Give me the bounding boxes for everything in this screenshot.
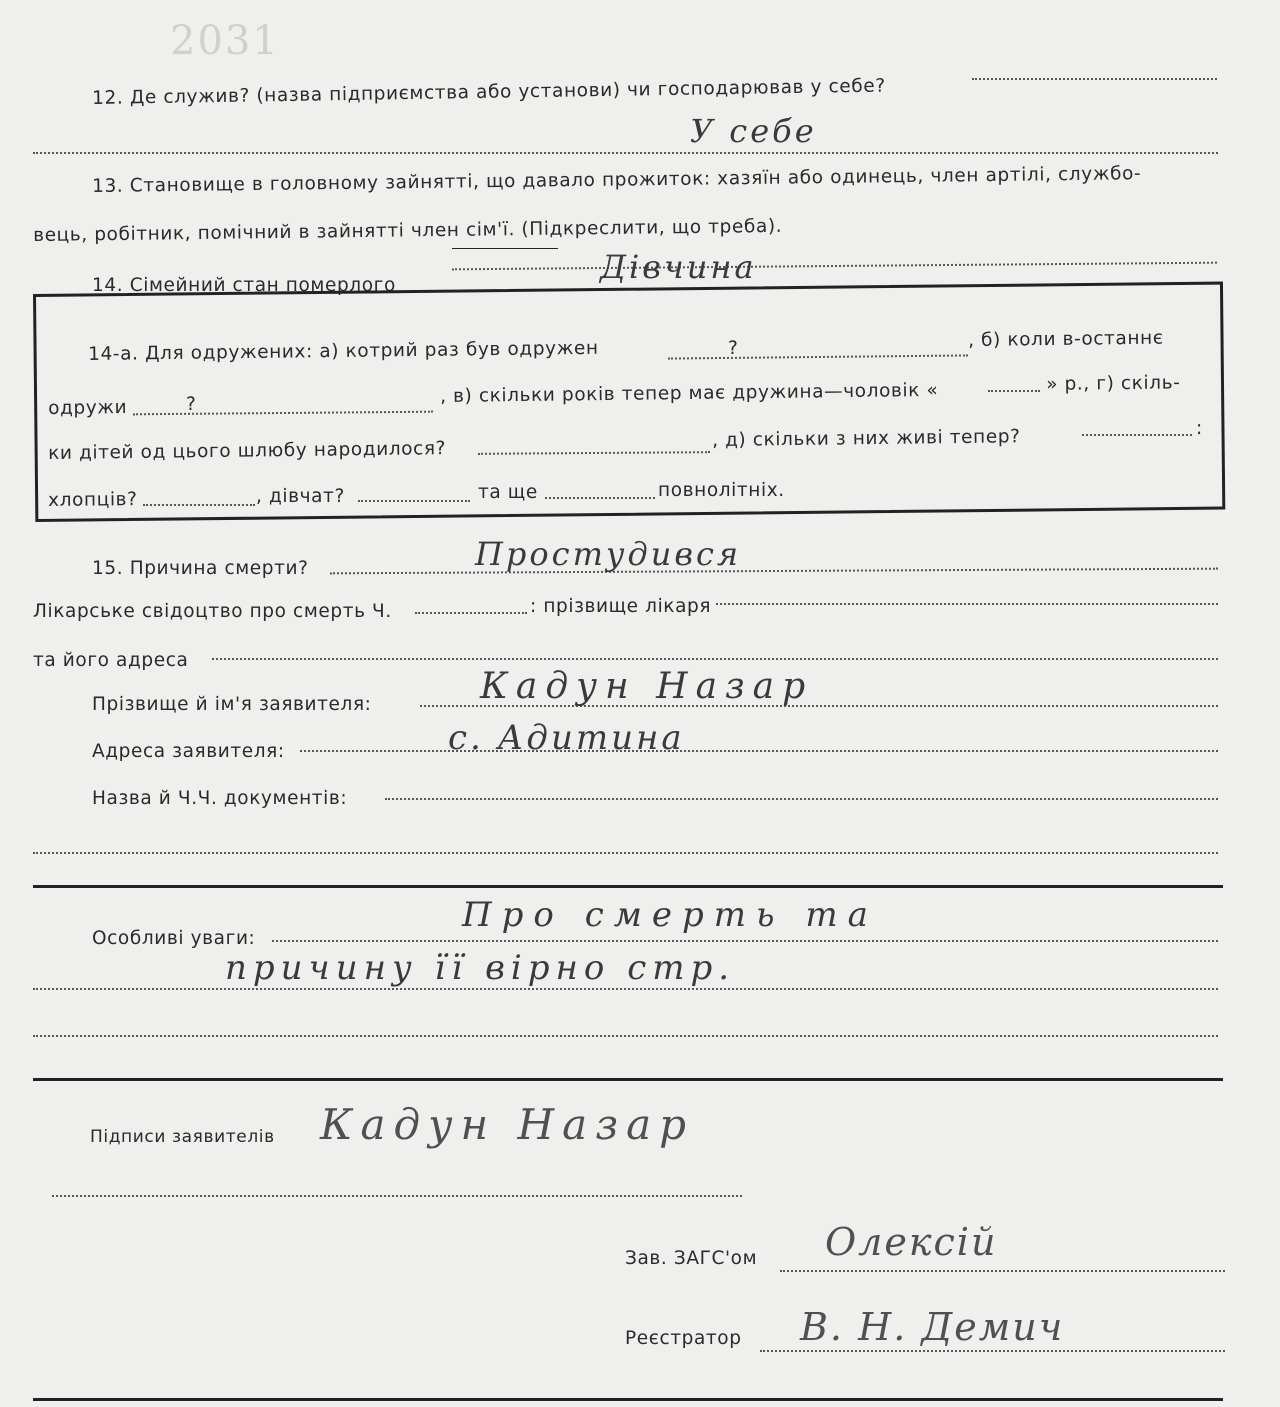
q13-line1: 13. Становище в головному зайнятті, що давало прожиток: хазяїн або одинець, член артілі, службо-: [92, 163, 1142, 197]
documents-line: [385, 798, 1218, 800]
q14a-spouse-age-field: [988, 390, 1040, 392]
registrar-line: [760, 1350, 1225, 1352]
q12-answer: У себе: [690, 112, 817, 150]
cert-number-field: [415, 612, 527, 614]
q14a-line1-b: , б) коли в-останнє: [968, 327, 1164, 351]
applicant-name-label: Прізвище й ім'я заявителя:: [92, 694, 372, 715]
q13-underline: [452, 248, 558, 249]
section-divider-1: [33, 885, 1223, 888]
q14a-line3-c: :: [1196, 418, 1203, 439]
applicant-signature: Кадун Назар: [320, 1100, 695, 1149]
q14-label: 14. Сімейний стан померлого: [92, 275, 396, 296]
applicant-name-value: Кадун Назар: [480, 666, 814, 707]
q15-label: 15. Причина смерти?: [92, 558, 309, 579]
q13-line2: вець, робітник, помічний в зайнятті член сім'ї. (Підкреслити, що треба).: [33, 215, 783, 246]
q14a-line4-a: хлопців?: [48, 489, 138, 511]
zags-line: [780, 1270, 1225, 1272]
notes-label: Особливі уваги:: [92, 928, 256, 949]
q14a-boys-field: [143, 504, 255, 506]
section-divider-bottom: [33, 1398, 1223, 1401]
q14a-line4-d: повнолітніх.: [658, 480, 785, 501]
doctor-address-field: [212, 658, 1218, 660]
q15-answer: Простудився: [475, 535, 742, 573]
doctor-address-label: та його адреса: [33, 650, 189, 671]
q14-line: [452, 262, 1217, 271]
doctor-label: : прізвище лікаря: [530, 596, 712, 617]
notes-line-1: [272, 940, 1218, 942]
q14a-line2-b: , в) скільки років тепер має дружина—чоловік «: [440, 379, 939, 407]
q14a-line1-q: ?: [728, 338, 739, 359]
registrar-signature: В. Н. Демич: [800, 1305, 1065, 1349]
q14a-line4-b: , дівчат?: [256, 486, 345, 507]
zags-label: Зав. ЗАГС'ом: [625, 1248, 758, 1269]
q14a-line3-b: , д) скільки з них живі тепер?: [712, 426, 1021, 451]
documents-label: Назва й Ч.Ч. документів:: [92, 788, 348, 809]
q15-line: [330, 568, 1218, 575]
doctor-name-field: [716, 603, 1218, 605]
cert-label: Лікарське свідоцтво про смерть Ч.: [33, 601, 392, 622]
q14a-line1-a: 14-а. Для одружених: а) котрий раз був одружен: [88, 337, 599, 365]
zags-signature: Олексій: [825, 1220, 998, 1264]
section-divider-2: [33, 1078, 1223, 1081]
documents-line-2: [33, 852, 1218, 854]
q14a-girls-field: [358, 500, 470, 502]
q14a-adults-field: [545, 497, 655, 499]
q14a-line2-c: » р., г) скіль-: [1046, 372, 1181, 395]
notes-value-line2: причину її вірно стр.: [225, 948, 736, 988]
applicant-address-label: Адреса заявителя:: [92, 741, 285, 762]
applicant-address-line: [300, 750, 1218, 752]
q14a-children-alive-field: [1082, 434, 1192, 436]
applicant-address-value: с. Адитина: [448, 718, 685, 758]
signatures-line: [52, 1195, 742, 1197]
q12-answer-line: [33, 152, 1218, 154]
q14a-line4-c: та ще: [478, 482, 538, 503]
q14a-line2-a: одружи: [48, 397, 128, 419]
q14a-line3-a: ки дітей од цього шлюбу народилося?: [48, 438, 447, 464]
registrar-label: Реєстратор: [625, 1328, 742, 1349]
notes-line-2: [33, 988, 1218, 990]
q14a-line2-q: ?: [186, 394, 197, 415]
q12-label: 12. Де служив? (назва підприємства або установи) чи господарював у себе?: [92, 75, 886, 109]
q12-line: [972, 78, 1217, 80]
signatures-label: Підписи заявителів: [90, 1127, 275, 1147]
notes-value-line1: Про смерть та: [462, 895, 878, 935]
q14-answer: Дівчина: [600, 248, 757, 286]
archive-stamp-number: 2031: [170, 18, 280, 64]
notes-line-3: [33, 1035, 1218, 1037]
